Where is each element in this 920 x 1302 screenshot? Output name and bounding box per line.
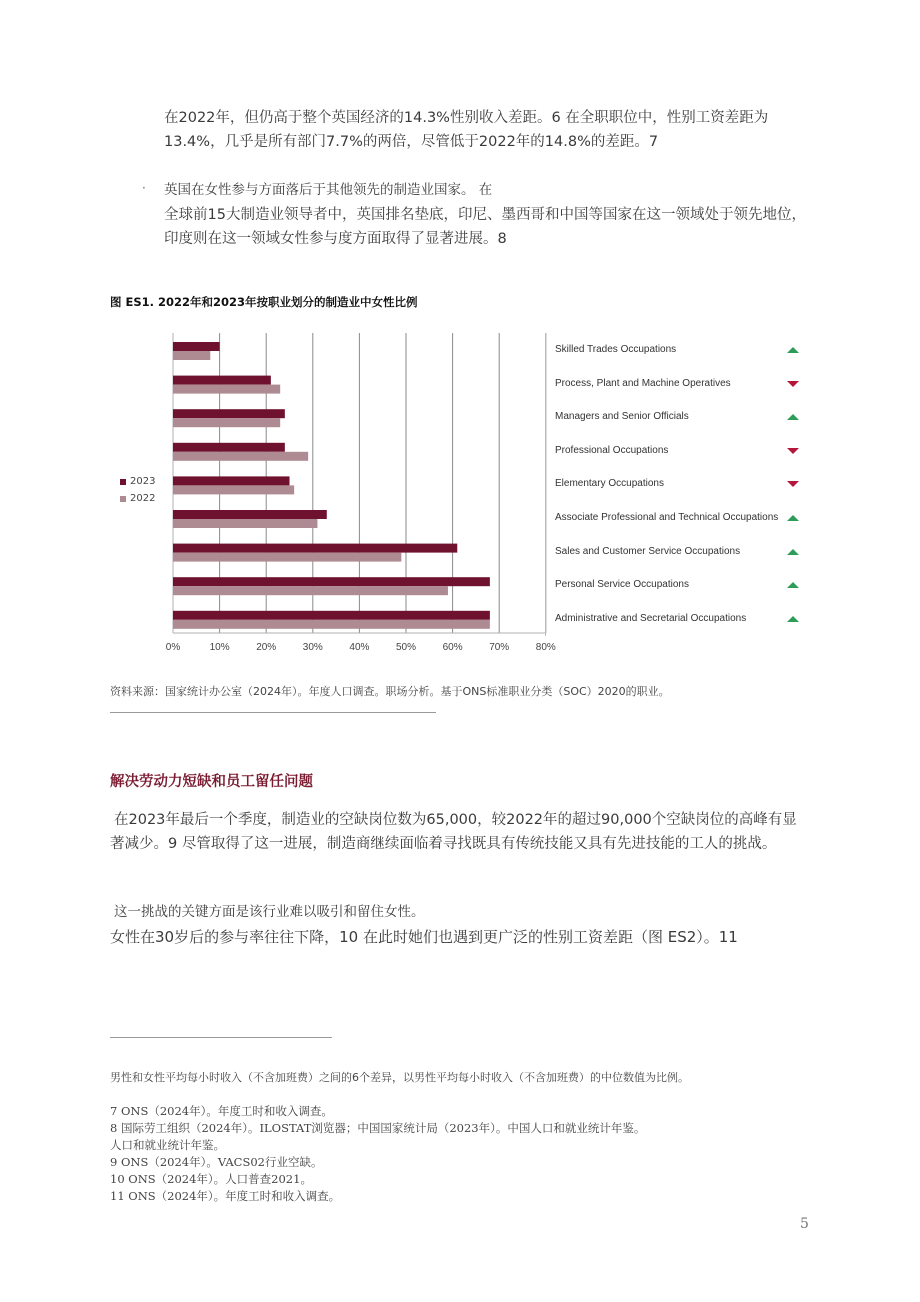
bar-2022-1: [173, 351, 210, 360]
footnote-9: 9 ONS（2024年）。VACS02行业空缺。: [110, 1155, 323, 1169]
label-panel-divider: [545, 333, 546, 636]
bullet-body: 全球前15大制造业领导者中，英国排名垫底，印尼、墨西哥和中国等国家在这一领域处于领先地位，印度则在这一领域女性参与度方面取得了显著进展。8: [164, 207, 806, 247]
bar-2023-8: [173, 577, 490, 586]
trend-down-icon: [787, 481, 799, 487]
legend-label-2022: 2022: [130, 493, 156, 504]
trend-up-icon: [787, 414, 799, 420]
source-divider: [110, 712, 436, 713]
trend-up-icon: [787, 549, 799, 555]
section-paragraph-1: 在2023年最后一个季度，制造业的空缺岗位数为65,000，较2022年的超过90,000个空缺岗位的高峰有显著减少。9 尽管取得了这一进展，制造商继续面临着寻找既具有传统技能又具有先进技能的工人的挑战。: [110, 812, 797, 852]
footnote-6: 男性和女性平均每小时收入（不含加班费）之间的6个差异，以男性平均每小时收入（不含加班费）的中位数值为比例。: [110, 1071, 689, 1084]
occupation-label: Administrative and Secretarial Occupations: [555, 612, 747, 624]
bar-2022-5: [173, 485, 294, 494]
bar-2022-9: [173, 620, 490, 629]
section-paragraph-2-body: 女性在30岁后的参与率往往下降，10 在此时她们也遇到更广泛的性别工资差距（图 ES2）。11: [110, 928, 738, 946]
page-number: 5: [800, 1216, 809, 1232]
bar-2023-6: [173, 510, 327, 519]
legend-label-2023: 2023: [130, 476, 156, 487]
x-tick-label: 50%: [395, 642, 417, 653]
footnote-8: 8 国际劳工组织（2024年）。ILOSTAT浏览器；中国国家统计局（2023年）。中国人口和就业统计年鉴。: [110, 1121, 646, 1135]
occupation-label: Elementary Occupations: [555, 478, 664, 490]
bar-2023-4: [173, 443, 285, 452]
figure-source: 资料来源：国家统计办公室（2024年）。年度人口调查。职场分析。基于ONS标准职业分类（SOC）2020的职业。: [110, 685, 670, 698]
trend-down-icon: [787, 448, 799, 454]
bar-2023-5: [173, 476, 290, 485]
bullet-lead: 英国在女性参与方面落后于其他领先的制造业国家。 在: [164, 182, 493, 198]
x-tick-label: 20%: [256, 642, 277, 653]
legend-2023: [120, 476, 155, 487]
trend-up-icon: [787, 582, 799, 588]
footnote-7: 7 ONS（2024年）。年度工时和收入调查。: [110, 1104, 333, 1118]
occupation-label: Process, Plant and Machine Operatives: [555, 377, 731, 389]
bar-2023-7: [173, 544, 457, 553]
bar-2022-7: [173, 553, 401, 562]
x-tick-label: 40%: [349, 642, 370, 653]
occupation-label: Managers and Senior Officials: [555, 411, 689, 423]
x-tick-label: 60%: [442, 642, 463, 653]
intro-paragraph: 在2022年，但仍高于整个英国经济的14.3%性别收入差距。6 在全职职位中，性别工资差距为13.4%，几乎是所有部门7.7%的两倍，尽管低于2022年的14.8%的差距。7: [164, 110, 769, 150]
bar-2022-6: [173, 519, 317, 528]
footnote-8-continued: 人口和就业统计年鉴。: [110, 1138, 225, 1152]
bar-2023-9: [173, 611, 490, 620]
legend-swatch-2023: [120, 479, 126, 485]
section-heading: 解决劳动力短缺和员工留任问题: [110, 774, 313, 790]
footnote-11: 11 ONS（2024年）。年度工时和收入调查。: [110, 1189, 341, 1203]
bar-2022-8: [173, 586, 448, 595]
occupation-label: Sales and Customer Service Occupations: [555, 545, 741, 557]
x-tick-label: 80%: [535, 642, 556, 653]
x-tick-label: 70%: [489, 642, 510, 653]
bar-2022-4: [173, 452, 308, 461]
trend-down-icon: [787, 381, 799, 387]
footnote-10: 10 ONS（2024年）。人口普查2021。: [110, 1172, 312, 1186]
occupation-label: Skilled Trades Occupations: [555, 344, 677, 355]
figure-title: 图 ES1. 2022年和2023年按职业划分的制造业中女性比例: [110, 295, 418, 309]
bullet-marker: ·: [142, 181, 146, 195]
legend-2022: [120, 493, 155, 504]
occupation-label: Professional Occupations: [555, 444, 669, 456]
section-paragraph-2-lead: 这一挑战的关键方面是该行业难以吸引和留住女性。: [114, 904, 425, 920]
footnote-divider: [110, 1037, 332, 1038]
trend-up-icon: [787, 347, 799, 353]
x-tick-label: 0%: [165, 642, 181, 653]
occupation-label: Personal Service Occupations: [555, 579, 689, 591]
occupation-label: Associate Professional and Technical Occupations: [555, 512, 779, 523]
x-tick-label: 10%: [209, 642, 230, 653]
legend-swatch-2022: [120, 496, 126, 502]
bar-2022-2: [173, 385, 280, 394]
bar-2023-3: [173, 409, 285, 418]
bar-2022-3: [173, 418, 280, 427]
trend-up-icon: [787, 616, 799, 622]
trend-up-icon: [787, 515, 799, 521]
x-tick-label: 30%: [302, 642, 323, 653]
bar-2023-2: [173, 376, 271, 385]
bar-2023-1: [173, 342, 220, 351]
